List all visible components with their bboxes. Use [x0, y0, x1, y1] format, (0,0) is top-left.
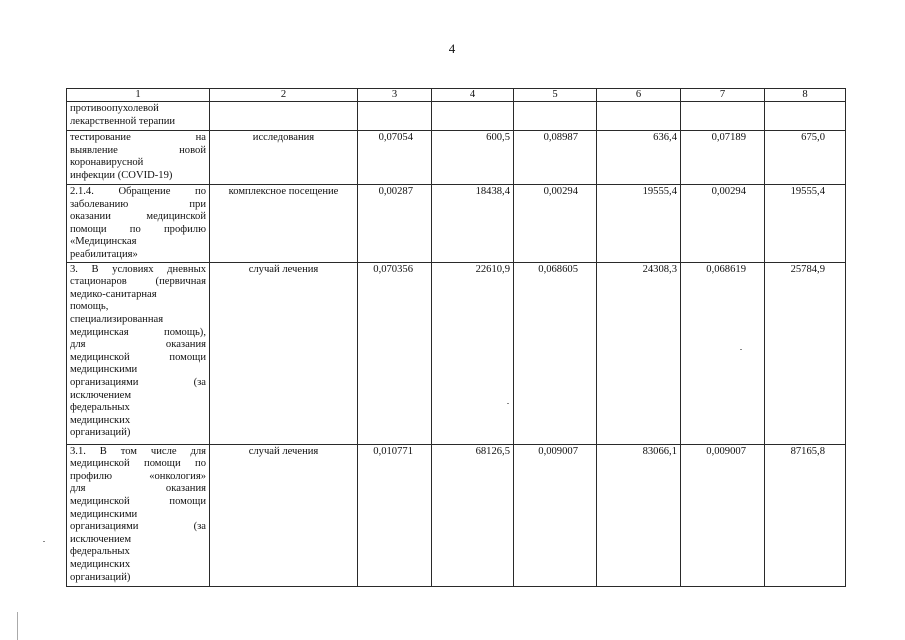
indicator-name-line: медицинской помощи [70, 351, 206, 363]
value-cell-col6: 83066,1 [597, 444, 681, 586]
value-cell-col6 [597, 102, 681, 131]
value-cell-col6: 19555,4 [597, 185, 681, 263]
value-cell-col8: 675,0 [765, 131, 846, 185]
indicator-name-cell [67, 444, 210, 586]
column-header: 6 [597, 89, 681, 102]
scan-speck [507, 403, 509, 404]
indicator-name-line: медицинской помощи по [70, 458, 206, 470]
row-day-hospital [67, 262, 846, 444]
value-cell-col6: 636,4 [597, 131, 681, 185]
value-cell-col4: 22610,9 [432, 262, 514, 444]
column-header: 4 [432, 89, 514, 102]
indicator-name-line: заболеванию при [70, 198, 206, 210]
indicator-name-cell [67, 262, 210, 444]
value-cell-col8: 87165,8 [765, 444, 846, 586]
page-number: 4 [448, 41, 456, 56]
indicator-name-line: медицинскими [70, 508, 138, 520]
column-header: 7 [681, 89, 765, 102]
unit-cell: исследования [210, 131, 358, 185]
column-number-header [67, 89, 846, 102]
value-cell-col4: 600,5 [432, 131, 514, 185]
tariff-table [66, 88, 846, 587]
indicator-name-line: исключением [70, 533, 132, 545]
row-continuation [67, 102, 846, 131]
scan-speck [740, 349, 742, 350]
column-header: 3 [358, 89, 432, 102]
value-cell-col3: 0,010771 [358, 444, 432, 586]
unit-cell [210, 102, 358, 131]
indicator-name-line: 2.1.4. Обращение по [70, 186, 206, 197]
indicator-name-line: исключением [70, 389, 132, 401]
indicator-name-line: для оказания [70, 339, 206, 351]
indicator-name-line: медицинской помощи [70, 495, 206, 507]
unit-cell: случай лечения [210, 444, 358, 586]
indicator-name-line: медицинская помощь), [70, 326, 206, 338]
column-header: 2 [210, 89, 358, 102]
indicator-name-line: инфекции (COVID-19) [70, 169, 173, 181]
row-oncology [67, 444, 846, 586]
indicator-name-line: организаций) [70, 571, 131, 583]
indicator-name-line: лекарственной терапии [70, 115, 176, 127]
value-cell-col3: 0,070356 [358, 262, 432, 444]
indicator-name-cell [67, 185, 210, 263]
scan-margin-mark [17, 612, 18, 640]
value-cell-col5: 0,08987 [514, 131, 597, 185]
value-cell-col5: 0,00294 [514, 185, 597, 263]
indicator-name-line: медицинскими [70, 364, 138, 376]
indicator-name-line: помощи по профилю [70, 223, 206, 235]
value-cell-col5: 0,009007 [514, 444, 597, 586]
indicator-name-line: реабилитация» [70, 248, 138, 260]
indicator-name-line: медико-санитарная [70, 288, 157, 300]
unit-cell: случай лечения [210, 262, 358, 444]
value-cell-col4 [432, 102, 514, 131]
indicator-name-line: медицинских [70, 558, 131, 570]
indicator-name-line: стационаров (первичная [70, 276, 206, 288]
scan-speck [43, 541, 45, 542]
indicator-name-line: выявление новой [70, 144, 206, 156]
value-cell-col3 [358, 102, 432, 131]
value-cell-col5 [514, 102, 597, 131]
indicator-name-cell [67, 131, 210, 185]
indicator-name-line: медицинских [70, 414, 131, 426]
value-cell-col8 [765, 102, 846, 131]
row-rehabilitation [67, 185, 846, 263]
value-cell-col7: 0,00294 [681, 185, 765, 263]
unit-cell: комплексное посещение [210, 185, 358, 263]
indicator-name-line: для оказания [70, 483, 206, 495]
value-cell-col8: 19555,4 [765, 185, 846, 263]
indicator-name-line: 3. В условиях дневных [70, 263, 206, 275]
indicator-name-line: организациями (за [70, 376, 206, 388]
column-header: 5 [514, 89, 597, 102]
indicator-name-line: тестирование на [70, 132, 206, 143]
column-header: 8 [765, 89, 846, 102]
indicator-name-line: 3.1. В том числе для [70, 445, 206, 457]
value-cell-col5: 0,068605 [514, 262, 597, 444]
value-cell-col4: 18438,4 [432, 185, 514, 263]
value-cell-col7 [681, 102, 765, 131]
value-cell-col6: 24308,3 [597, 262, 681, 444]
indicator-name-line: коронавирусной [70, 157, 144, 169]
value-cell-col7: 0,07189 [681, 131, 765, 185]
indicator-name-line: организаций) [70, 427, 131, 439]
indicator-name-line: помощь, [70, 301, 109, 313]
indicator-name-line: оказании медицинской [70, 211, 206, 223]
indicator-name-line: «Медицинская [70, 236, 137, 248]
row-covid-testing [67, 131, 846, 185]
indicator-name-line: противоопухолевой [70, 103, 159, 114]
indicator-name-line: федеральных [70, 402, 130, 414]
column-header: 1 [67, 89, 210, 102]
value-cell-col7: 0,009007 [681, 444, 765, 586]
value-cell-col8: 25784,9 [765, 262, 846, 444]
value-cell-col3: 0,00287 [358, 185, 432, 263]
value-cell-col3: 0,07054 [358, 131, 432, 185]
indicator-name-cell [67, 102, 210, 131]
value-cell-col7: 0,068619 [681, 262, 765, 444]
indicator-name-line: организациями (за [70, 521, 206, 533]
indicator-name-line: специализированная [70, 313, 164, 325]
indicator-name-line: профилю «онкология» [70, 470, 206, 482]
value-cell-col4: 68126,5 [432, 444, 514, 586]
indicator-name-line: федеральных [70, 546, 130, 558]
